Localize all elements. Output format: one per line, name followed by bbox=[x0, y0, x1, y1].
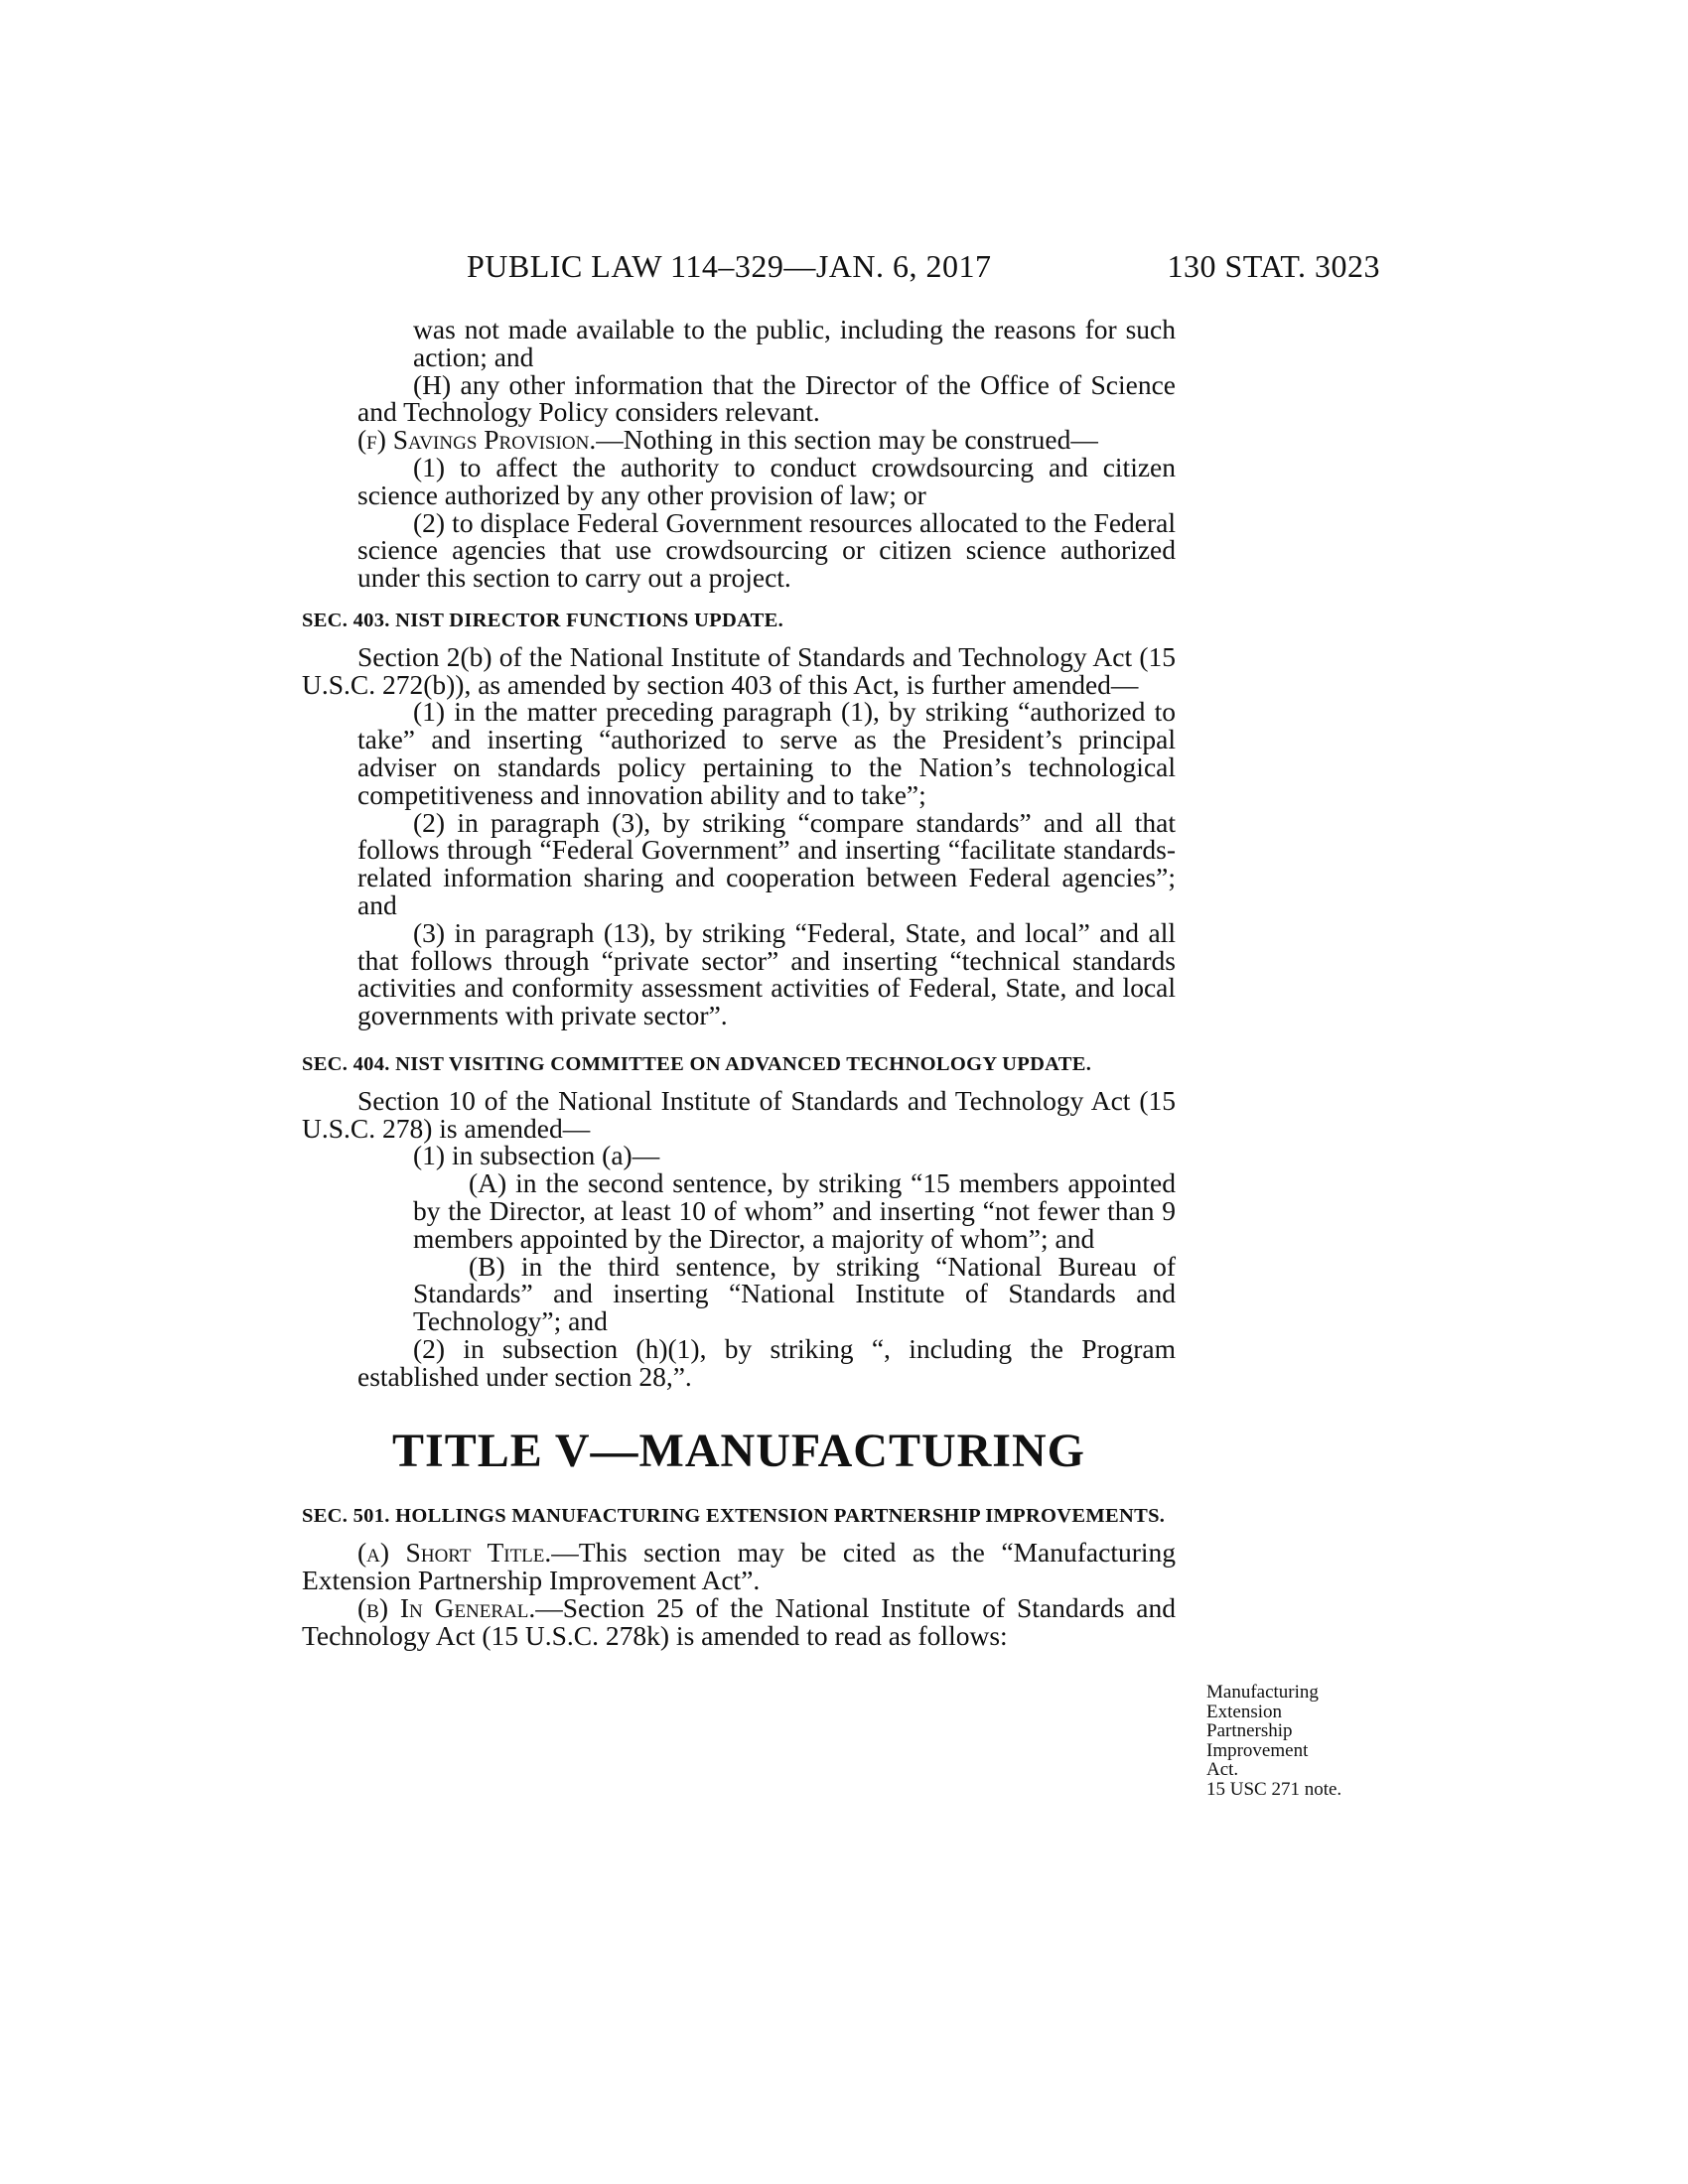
section-heading-403: SEC. 403. NIST DIRECTOR FUNCTIONS UPDATE. bbox=[302, 609, 784, 631]
subsection-f-text: —Nothing in this section may be construed— bbox=[596, 424, 1098, 456]
paragraph-continuation: was not made available to the public, including the reasons for such action; and bbox=[413, 314, 1176, 372]
margin-note-line: Manufacturing bbox=[1206, 1682, 1319, 1703]
sec501-a-text: —This section may be cited as the “Manufacturing Extension Partnership Improvement Act”. bbox=[302, 1537, 1177, 1596]
title-v-heading: TITLE V—MANUFACTURING bbox=[392, 1425, 1085, 1478]
margin-note-line: Extension bbox=[1206, 1701, 1282, 1722]
document-body bbox=[302, 316, 1176, 1649]
sec404-intro: Section 10 of the National Institute of Standards and Technology Act (15 U.S.C. 278) is amended— bbox=[302, 1084, 1176, 1144]
paragraph-f2: (2) to displace Federal Government resources allocated to the Federal science agencies that use crowdsourcing or citizen science authorized under this section to carry out a project. bbox=[357, 506, 1176, 594]
margin-note-line: 15 USC 271 note. bbox=[1206, 1778, 1342, 1800]
margin-note-line: Improvement bbox=[1206, 1739, 1309, 1761]
running-header-title: PUBLIC LAW 114–329—JAN. 6, 2017 bbox=[467, 248, 992, 284]
sec403-intro: Section 2(b) of the National Institute of Standards and Technology Act (15 U.S.C. 272(b)), as amended by section 403 of this Act, is further amended— bbox=[302, 640, 1176, 700]
sec403-item-2: (2) in paragraph (3), by striking “compare standards” and all that follows through “Federal Government” and inserting “facilitate standards-related information sharing and cooperation between Federal agencies”; and bbox=[357, 806, 1176, 920]
sec404-item-b: (B) in the third sentence, by striking “National Bureau of Standards” and inserting “National Institute of Standards and Technology”; and bbox=[413, 1250, 1176, 1337]
sec403-item-1: (1) in the matter preceding paragraph (1), by striking “authorized to take” and inserting “authorized to serve as the President’s principal adviser on standards policy pertaining to the Nation’s technological competitiveness and innovation ability and to take”; bbox=[357, 696, 1176, 810]
sec501-b-text: —Section 25 of the National Institute of Standards and Technology Act (15 U.S.C. 278k) is amended to read as follows: bbox=[302, 1591, 1176, 1651]
section-heading-501: SEC. 501. HOLLINGS MANUFACTURING EXTENSION PARTNERSHIP IMPROVEMENTS. bbox=[302, 1505, 1166, 1528]
sec404-item-a: (A) in the second sentence, by striking “15 members appointed by the Director, at least 10 of whom” and inserting “not fewer than 9 members appointed by the Director, a majority of whom”; and bbox=[413, 1167, 1176, 1254]
subsection-f-label: (f) Savings Provision. bbox=[357, 424, 597, 456]
paragraph-h: (H) any other information that the Director of the Office of Science and Technology Policy considers relevant. bbox=[357, 368, 1176, 428]
paragraph-f1: (1) to affect the authority to conduct crowdsourcing and citizen science authorized by any other provision of law; or bbox=[357, 451, 1176, 510]
sec501-subsection-a bbox=[302, 1539, 1176, 1594]
subsection-f bbox=[302, 426, 1176, 454]
running-header-page: 130 STAT. 3023 bbox=[1167, 248, 1380, 284]
margin-note bbox=[1206, 1683, 1375, 1799]
sec404-item-1: (1) in subsection (a)— bbox=[413, 1140, 660, 1171]
sec403-item-3: (3) in paragraph (13), by striking “Federal, State, and local” and all that follows through “private sector” and inserting “technical standards activities and conformity assessment activities of Federal, State, and local governments with private sector”. bbox=[357, 916, 1176, 1031]
margin-note-line: Partnership bbox=[1206, 1720, 1293, 1741]
sec404-item-2: (2) in subsection (h)(1), by striking “, including the Program established under section 28,”. bbox=[357, 1332, 1176, 1392]
section-heading-404: SEC. 404. NIST VISITING COMMITTEE ON ADVANCED TECHNOLOGY UPDATE. bbox=[302, 1052, 1092, 1075]
sec501-b-label: (b) In General. bbox=[357, 1591, 536, 1623]
sec501-subsection-b bbox=[302, 1591, 1176, 1651]
margin-note-line: Act. bbox=[1206, 1759, 1239, 1780]
sec501-a-label: (a) Short Title. bbox=[357, 1537, 552, 1569]
